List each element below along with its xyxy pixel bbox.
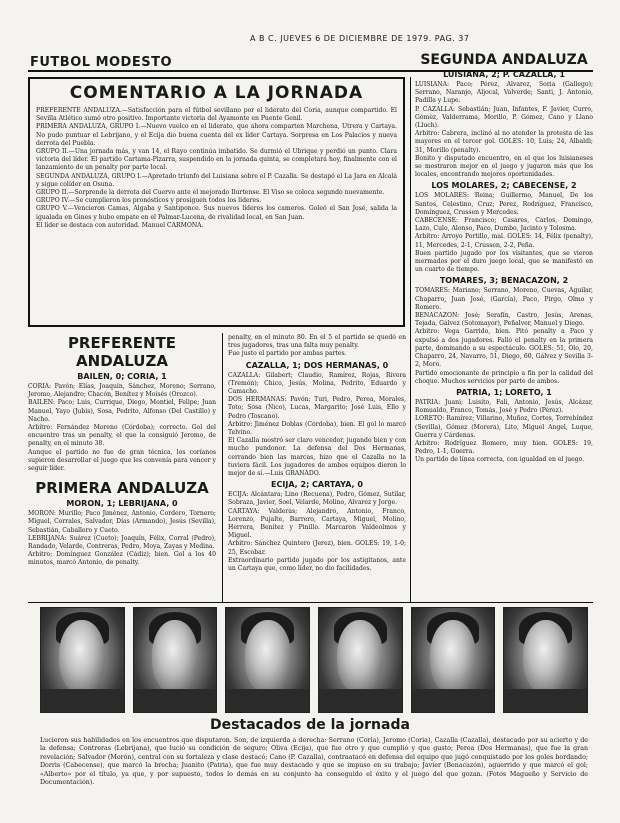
match-report [415,399,593,465]
player-photo [318,607,403,713]
comment-paragraph: GRUPO II.—Una jornada más, y van 14, el Rayo continúa imbatido. Se durmió el Ubrique y perdió un punto. Clara victoria del líder. El partido Cartama-Pizarra, suspendido en la jornada quinta, se completará hoy, finalmente con el lanzamiento de un penalty por parte local. [36,148,397,172]
player-photo [503,607,588,713]
report-paragraph: CABECENSE: Francisco; Casares, Carlos, Domingo, Lazo, Culo, Alonso, Paco, Dumbo, Jacinto y Tolosma. [415,217,593,233]
report-paragraph: Arbitro: Sánchez Quintero (Jerez), bien. GOLES: 19, 1-0; 25, Escobar. [228,540,406,556]
report-paragraph: LEBRIJANA: Suárez (Cueto); Joaquín, Félix, Corral (Pedro), Randado, Velarde, Contreras, Pedro, Moya, Zayas y Medina. [28,534,216,551]
report-paragraph: Partido emocionante de principio a fin por la calidad del choque. Muchos servicios por parte de ambos. [415,369,593,385]
right-heading: SEGUNDA ANDALUZA [420,52,588,68]
comment-box [28,77,405,327]
comment-title: COMENTARIO A LA JORNADA [69,83,364,103]
report-paragraph: LORETO: Ramírez; Villarino, Muñoz, Cortes, Torrebíndez (Sevilla), Gómez (Morera), Lito, Miguel Angel, Luque, Guerra y Cárdenas. [415,415,593,439]
report-paragraph: P. CAZALLA: Sebastián; Juan, Infantes, F. Javier, Curro, Gómez, Valderrama, Morillo, P. Gómez, Cano y Llano (Lluch). [415,105,593,130]
match-report [415,287,593,385]
comment-paragraph: SEGUNDA ANDALUZA, GRUPO I.—Apretado triunfo del Luisiana sobre el P. Cazalla. Se destapó el La Jara en Alcalá y sigue colíder en Osuna. [36,172,397,188]
match-line: TOMARES, 3; BENACAZON, 2 [439,276,569,286]
comment-paragraph: GRUPO IV.—Se cumplieron los pronósticos y prosiguen todos los líderes. [36,197,262,205]
match-report [28,510,216,567]
report-paragraph: Extraordinario partido jugado por los astigitanos, ante un Cartaya que, como líder, no dio facilidades. [228,556,406,573]
photo-strip [40,607,588,713]
report-paragraph: Arbitro: Domínguez González (Cádiz); bien. Gol a los 40 minutos, marcó Antonio, de penalty. [28,551,216,567]
section-tag: FUTBOL MODESTO [30,55,173,70]
player-photo [40,607,125,713]
report-paragraph: El Cazalla mostró ser claro vencedor, jugando bien y con mucho pundonor. La defensa del Dos Hermanas, cerrando bien las marcas, hizo que el Cazalla no la tuviera fácil. Los jugadores de ambos equipos dieron lo mejor de sí.—Luis GRANADO. [228,437,406,478]
left-heading-2: PRIMERA ANDALUZA [35,479,209,498]
report-paragraph: CAZALLA: Gilabert; Claudio, Ramírez, Rojas, Rivera (Tremón); Chico, Jesús, Molina, Pedrito, Eduardo y Camacho. [228,371,406,396]
report-paragraph: Un partido de línea correcta, con igualdad en el juego. [415,456,585,464]
report-paragraph: Arbitro: Rodríguez Romero, muy bien. GOLES: 19, Pedro, 1-1, Guerra. [415,439,593,456]
report-paragraph: Aunque el partido no fue de gran técnica, los coríanos supieron desarrollar el juego que les convenía para vencer y seguir líder. [28,448,216,473]
page-header: A B C. JUEVES 6 DE DICIEMBRE DE 1979. PAG. 37 [250,34,470,43]
report-paragraph: Arbitro: Fernández Moreno (Córdoba); correcto. Gol del encuentro tras un penalty, el que la consiguió Jeromo, de penalty, en el minuto 38. [28,424,216,448]
report-paragraph: Bonito y disputado encuentro, en el que los luisianeses se mostraron mejor en el juego y jugaron más que los locales, encontrando mejores oportunidades. [415,154,593,179]
comment-signature: El líder se destaca con autoridad. Manuel CARMONA. [36,221,204,229]
report-paragraph: penalty, en el minuto 80. En el 5 el partido se quedó en tres jugadores, tras una falta muy penalty. [228,334,406,350]
report-paragraph: Arbitro: Cabrera, inclinó al no atender la protesta de las mayores en el tercer gol. GOLES: 10, Luis; 24, Albaldi; 31, Morillo (penalty). [415,130,593,154]
middle-intro [228,334,406,359]
comment-paragraph: PREFERENTE ANDALUZA.—Satisfacción para el fútbol sevillano por el liderato del Coria, aunque compartido. El Sevilla Atlético sumó otro positivo. Importante victoria del Ayamonte en Puente Genil. [36,107,397,123]
report-paragraph: Arbitro: Vega Garrido, bien. Pitó penalty a Paco y expulsó a dos jugadores. Falló el penalty en la primera parte, dominando a su espectáculo. GOLES: 51, Olo, 20, Chaparro, 24, Navarro, 51, Diego, 60, Gálvez y Sevilla 3-2, Moro. [415,328,593,369]
player-photo [133,607,218,713]
left-heading: PREFERENTE ANDALUZA [67,334,177,370]
photo-top-rule [28,602,593,603]
column-rule-right [410,77,411,602]
report-paragraph: BENACAZON: José; Serafín, Castro, Jesús, Arenas, Tejada, Gálvez (Sotomayor), Peñalver, Manuel y Diego. [415,312,593,328]
report-paragraph: PATRIA: Juani; Luisito, Fali, Antonio, Jesús, Alcázar, Romualdo, Franco, Tomás, José y Pedro (Pérez). [415,398,593,415]
column-rule-left [222,333,223,603]
report-paragraph: Buen partido jugado por los visitantes, que se vieron mermados por el duro juego local, que se manifestó en un cuarto de tiempo. [415,249,593,274]
caption-text: Lucieron sus habilidades en los encuentros que disputaron. Son, de izquierda a derecha: Serrano (Coria), Jeromo (Coria), Cazalla (Cazalla), destacado por su acierto y de la defensa; Contreras (Lebrijana), que lució su condición de seguro; Oliva (Ecija), que fue otro y que cumplió y que gusto; Perea (Dos Hermanas), que fue la gran revelación; Salvador (Morón), central con su fortaleza y clase destacó; Cano (P. Cazalla), contraatacó en defensa del equipo que jugó conquistado por los goles bordando; Dorris (Cabecense), que marcó la brecha; Juanito (Patria), que fue muy destacado y que se impuso en su trabajo; Javier (Benacazón), aguerrido y que marcó el gol; «Alberto» por el título, ya que, y por supuesto, todos lo demás en su conjunto ha conseguido el éxito y el juego del que gozan. (Fotos Magueño y Servicio de Documentación). [40,737,588,787]
report-paragraph: CARTAYA: Valderas; Alejandro, Antonio, Franco, Lorenzo, Pujalte, Barrero, Cartaya, Miguel, Molino, Herrera, Benítez y Pinillo. Marcaron Valdeolmos y Miguel. [228,507,406,540]
right-column [415,52,593,465]
match-line: BAILEN, 0; CORIA, 1 [77,372,167,381]
report-paragraph: DOS HERMANAS: Pavón; Turi, Pedro, Perea, Morales, Toto; Sosa (Nico), Lucas, Margarito; José Luis, Ello y Pedro (Toscano). [228,396,406,420]
match-line: ECIJA, 2; CARTAYA, 0 [271,480,363,490]
player-photo [225,607,310,713]
match-line: MORON, 1; LEBRIJANA, 0 [66,499,178,509]
report-paragraph: MORON: Murillo; Paco Jiménez, Antonio, Cordero, Tornero; Miguel, Corrales, Salvador, Días (Armando), Jesús (Sevilla), Sebastián, Caballero y Cueto. [28,510,216,534]
report-paragraph: ECIJA: Alcántara; Lino (Recuena), Pedro, Gómez, Sutilar, Sobraza, Javier, Soel, Velarde, Molino, Alvarez y Jorge. [228,491,406,507]
match-report [415,81,593,179]
match-report [415,192,593,274]
report-paragraph: BAILEN: Paco; Luis, Currique, Diego, Montiel, Felipe; Juan Manuel, Yayo (Jubis), Sosa, Pedrito, Alfonso (Del Castillo) y Nacho. [28,399,216,423]
comment-body [36,107,397,230]
comment-paragraph: PRIMERA ANDALUZA, GRUPO I.—Nuevo vuelco en el liderato, que ahora comparten Marchena, Utrera y Cartaya. No pudo puntuar el Lebrijano, y el Ecija dio buena cuenta del ex líder Cartaya. Sorpresa en Los Palacios y nueva derrota del Puebla. [36,123,397,147]
match-line: LUISIANA, 2; P. CAZALLA, 1 [443,70,565,79]
match-report [28,383,216,473]
left-column [28,334,216,568]
report-paragraph: TOMARES: Mariano; Serrano, Moreno, Cuevas, Aguilar, Chaparro, Juan José, (García), Paco, Pirgo, Olmo y Romero. [415,287,593,311]
match-line: LOS MOLARES, 2; CABECENSE, 2 [431,181,577,191]
report-paragraph: Arbitro: Arroyo Portillo, mal. GOLES: 14, Félix (penalty), 11, Mercedes, 2-1, Crussen, 2-2, Peña. [415,233,593,249]
match-line: CAZALLA, 1; DOS HERMANAS, 0 [245,360,389,370]
report-paragraph: Fue justo el partido por ambas partes. [228,350,347,358]
report-paragraph: Arbitro: Jiménez Doblas (Córdoba), bien. El gol lo marcó Telvino. [228,420,406,437]
match-line: PATRIA, 1; LORETO, 1 [456,387,552,397]
report-paragraph: LUISIANA: Paco; Pérez, Alvarez, Soria (Gallego); Serrano, Naranjo, Aljocal, Valverde; Santi, J. Antonio, Padilla y Lupe. [415,81,593,105]
report-paragraph: LOS MOLARES: Reina; Guillermo, Manuel, De los Santos, Celestino, Cruz; Perez, Rodríguez, Francisco, Domínguez, Crussen y Mercedes. [415,192,593,216]
comment-paragraph: GRUPO V.—Vencieron Camas, Algaba y Santiponce. Sus nuevos líderes los cameros. Goleó el San José, salida la igualada en Gines y hubo empate en el Palmar-Lucena, de rivalidad local, en San Juan. [36,205,397,221]
player-photo [411,607,496,713]
report-paragraph: CORIA: Pavón; Elías, Joaquín, Sánchez, Moreno; Serrano, Jeromo, Alejandro; Chacón, Benítez y Moisés (Orozco). [28,383,216,399]
comment-paragraph: GRUPO II.—Sorprende la derrota del Cuervo ante el mejorado Ilurtense. El Viso se coloca segundo nuevamente. [36,189,385,197]
middle-column [228,334,406,573]
match-report [228,491,406,573]
caption-title: Destacados de la jornada [210,717,410,733]
match-report [228,372,406,479]
